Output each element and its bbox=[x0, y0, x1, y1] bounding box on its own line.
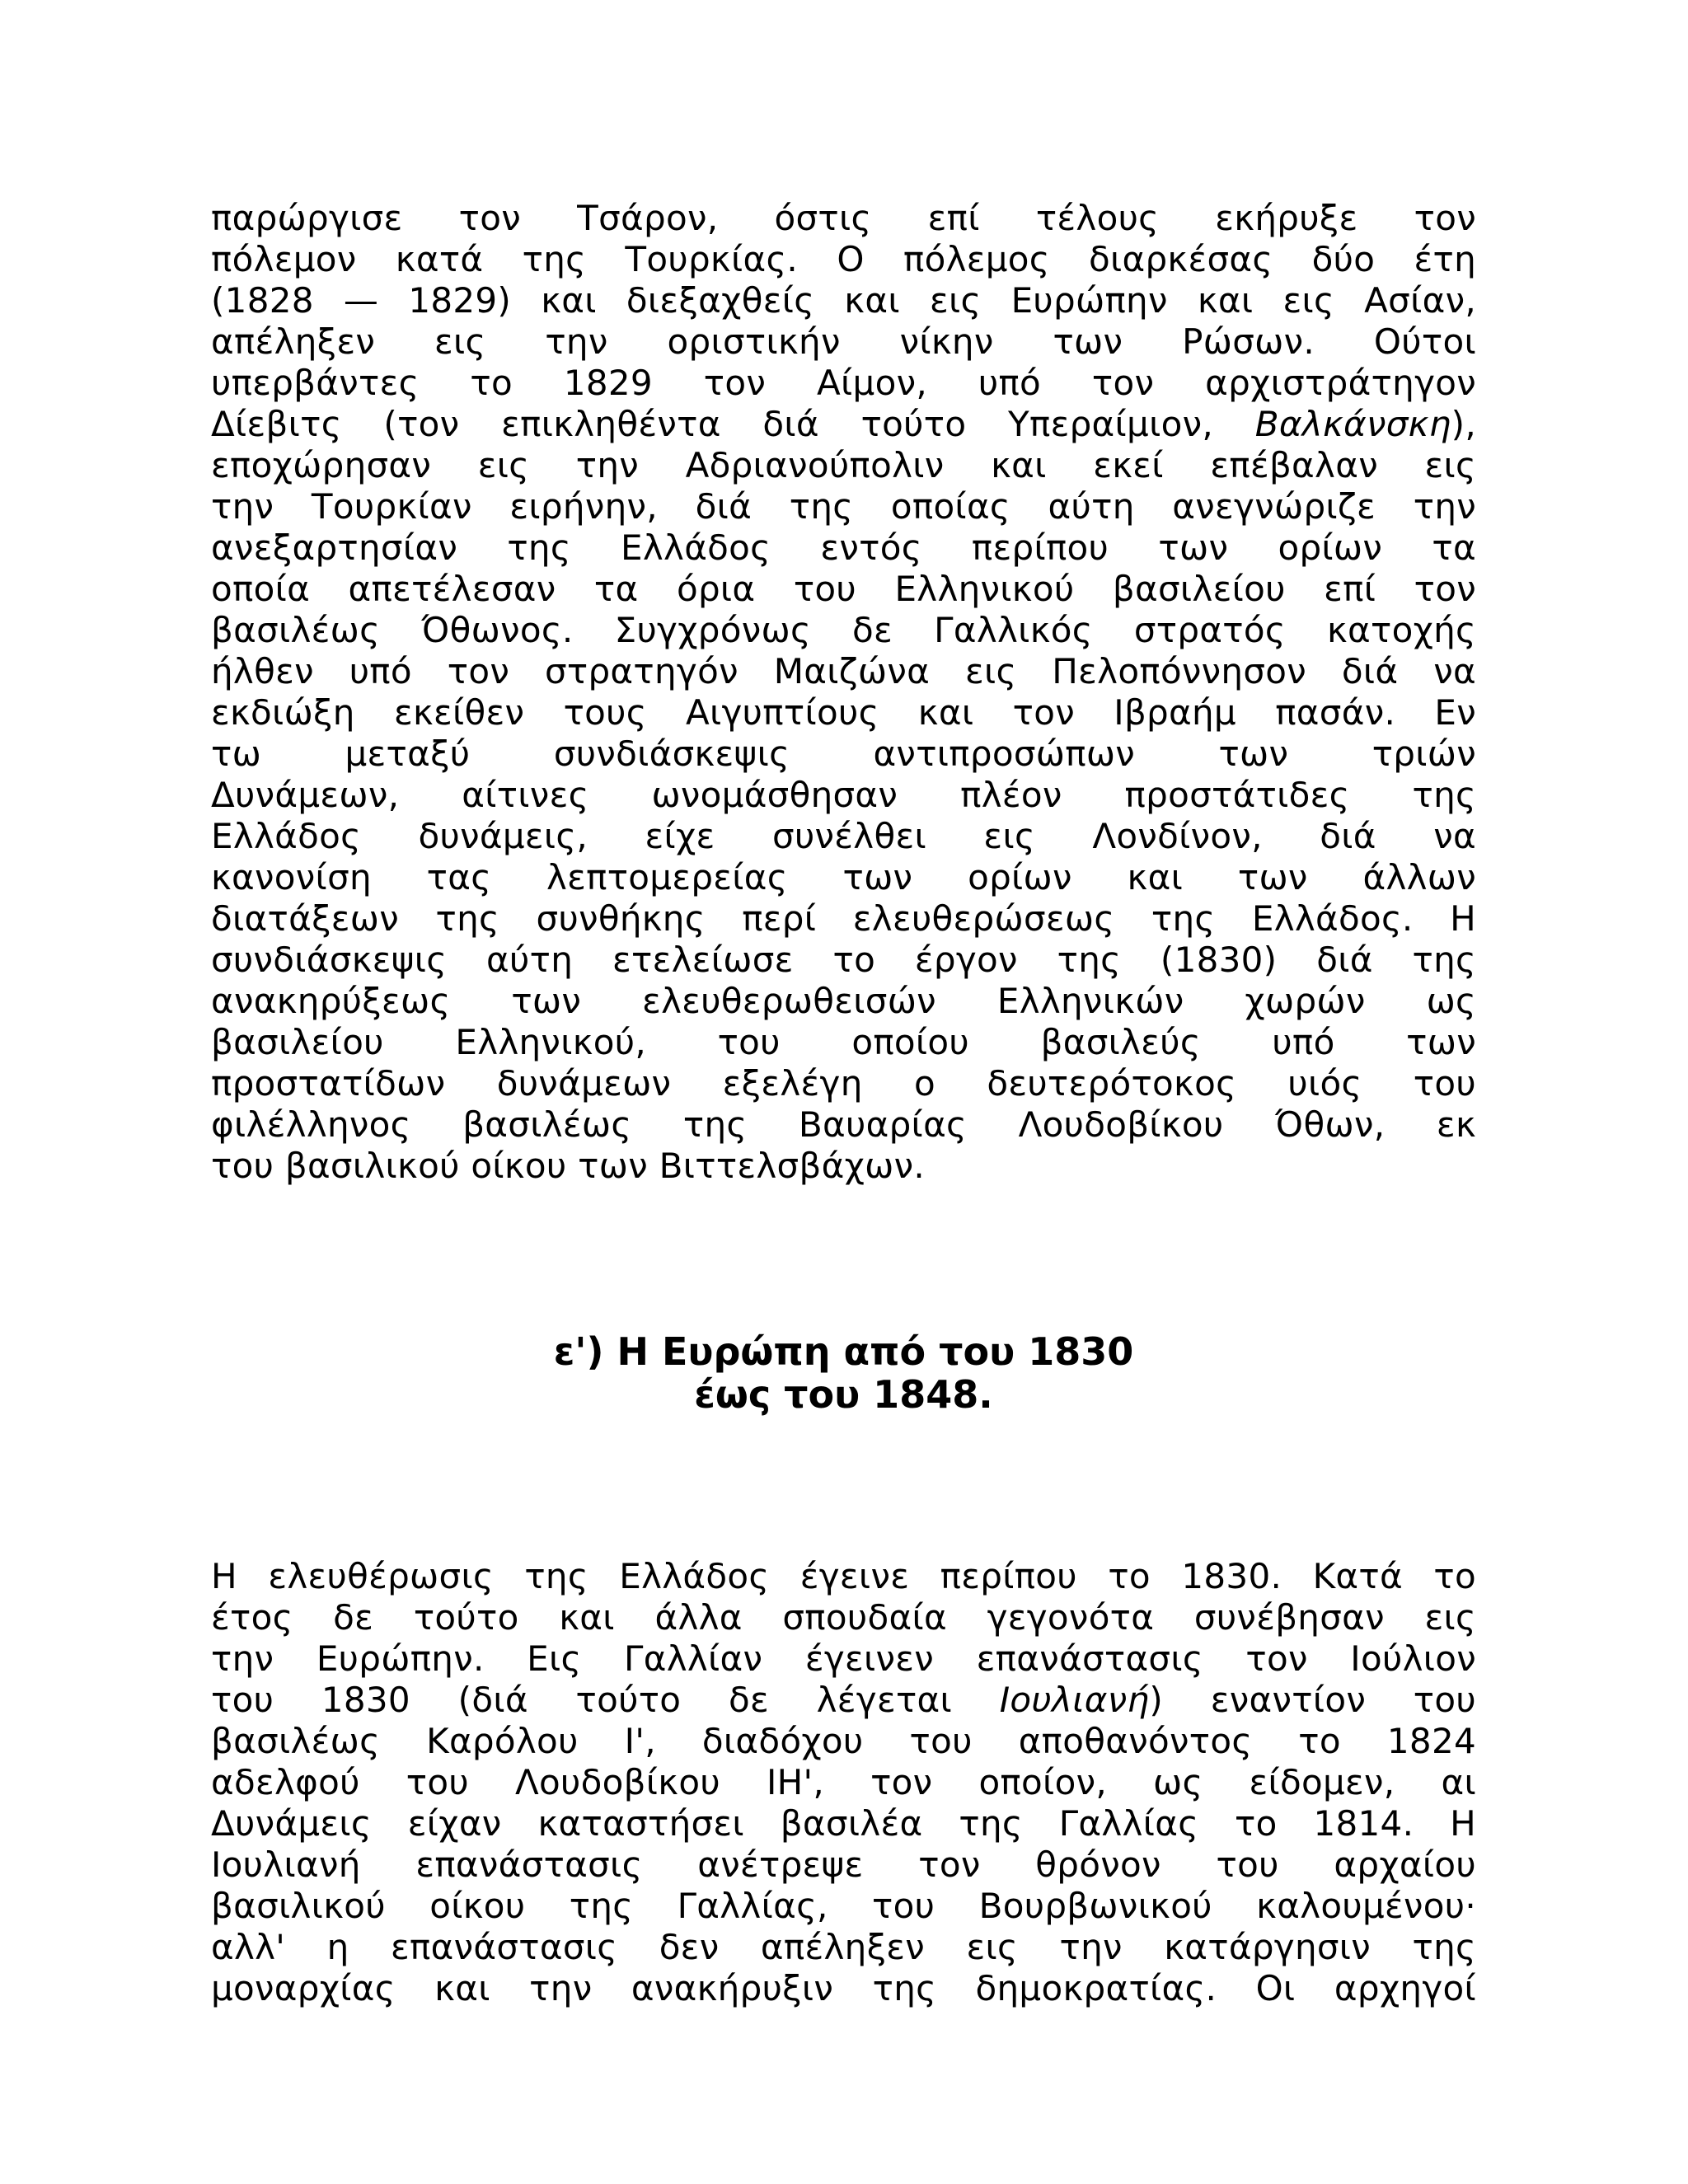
text-line: Δυνάμεις είχαν καταστήσει βασιλέα της Γαλλίας το 1814. Η bbox=[211, 1803, 1476, 1844]
text-line: Ελλάδος δυνάμεις, είχε συνέλθει εις Λονδίνον, διά να bbox=[211, 816, 1476, 856]
text-line: βασιλικού οίκου της Γαλλίας, του Βουρβωνικού καλουμένου· bbox=[211, 1886, 1476, 1926]
text-line: έτος δε τούτο και άλλα σπουδαία γεγονότα συνέβησαν εις bbox=[211, 1597, 1476, 1638]
section-heading-line-1: ε') Η Ευρώπη από του 1830 bbox=[553, 1329, 1134, 1374]
text-line: φιλέλληνος βασιλέως της Βαυαρίας Λουδοβίκου Όθων, εκ bbox=[211, 1104, 1476, 1145]
text-line: εκδιώξη εκείθεν τους Αιγυπτίους και τον Ιβραήμ πασάν. Εν bbox=[211, 692, 1476, 733]
text-line: προστατίδων δυνάμεων εξελέγη ο δευτερότοκος υιός του bbox=[211, 1063, 1476, 1104]
document-page bbox=[211, 198, 1476, 2009]
text-segment: ), bbox=[1451, 404, 1476, 444]
text-line: εποχώρησαν εις την Αδριανούπολιν και εκεί επέβαλαν εις bbox=[211, 445, 1476, 485]
paragraph-1 bbox=[211, 198, 1476, 1187]
text-line: την Τουρκίαν ειρήνην, διά της οποίας αύτη ανεγνώριζε την bbox=[211, 486, 1476, 527]
text-line: ανακηρύξεως των ελευθερωθεισών Ελληνικών χωρών ως bbox=[211, 981, 1476, 1021]
paragraph-2 bbox=[211, 1556, 1476, 2009]
text-line: Η ελευθέρωσις της Ελλάδος έγεινε περίπου το 1830. Κατά το bbox=[211, 1556, 1476, 1596]
text-line: Δυνάμεων, αίτινες ωνομάσθησαν πλέον προστάτιδες της bbox=[211, 775, 1476, 815]
text-line: βασιλέως Καρόλου Ι', διαδόχου του αποθανόντος το 1824 bbox=[211, 1721, 1476, 1761]
italic-term: Βαλκάνσκη bbox=[1254, 404, 1451, 444]
text-line: ανεξαρτησίαν της Ελλάδος εντός περίπου των ορίων τα bbox=[211, 527, 1476, 568]
text-line: Ιουλιανή επανάστασις ανέτρεψε τον θρόνον του αρχαίου bbox=[211, 1844, 1476, 1885]
text-line: πόλεμον κατά της Τουρκίας. Ο πόλεμος διαρκέσας δύο έτη bbox=[211, 239, 1476, 279]
text-line: μοναρχίας και την ανακήρυξιν της δημοκρατίας. Οι αρχηγοί bbox=[211, 1968, 1476, 2008]
text-line: βασιλείου Ελληνικού, του οποίου βασιλεύς υπό των bbox=[211, 1022, 1476, 1062]
text-line: αλλ' η επανάστασις δεν απέληξεν εις την κατάργησιν της bbox=[211, 1927, 1476, 1967]
text-line: υπερβάντες το 1829 τον Αίμον, υπό τον αρχιστράτηγον bbox=[211, 363, 1476, 403]
text-line-with-italic bbox=[211, 404, 1476, 445]
section-heading-line-2: έως του 1848. bbox=[694, 1372, 993, 1417]
text-line: βασιλέως Όθωνος. Συγχρόνως δε Γαλλικός στρατός κατοχής bbox=[211, 610, 1476, 650]
text-line: διατάξεων της συνθήκης περί ελευθερώσεως της Ελλάδος. Η bbox=[211, 898, 1476, 939]
text-line: συνδιάσκεψις αύτη ετελείωσε το έργον της (1830) διά της bbox=[211, 940, 1476, 980]
section-heading bbox=[211, 1330, 1476, 1416]
text-line: (1828 — 1829) και διεξαχθείς και εις Ευρώπην και εις Ασίαν, bbox=[211, 280, 1476, 321]
text-segment: ) εναντίον του bbox=[1149, 1680, 1476, 1720]
text-line: κανονίση τας λεπτομερείας των ορίων και των άλλων bbox=[211, 857, 1476, 898]
text-line-with-italic bbox=[211, 1680, 1476, 1721]
text-segment: Δίεβιτς (τον επικληθέντα διά τούτο Υπεραίμιον, bbox=[211, 404, 1255, 444]
text-line: απέληξεν εις την οριστικήν νίκην των Ρώσων. Ούτοι bbox=[211, 321, 1476, 362]
text-line: τω μεταξύ συνδιάσκεψις αντιπροσώπων των τριών bbox=[211, 733, 1476, 774]
text-line: οποία απετέλεσαν τα όρια του Ελληνικού βασιλείου επί τον bbox=[211, 569, 1476, 609]
text-line: παρώργισε τον Τσάρον, όστις επί τέλους εκήρυξε τον bbox=[211, 198, 1476, 238]
italic-term: Ιουλιανή bbox=[999, 1680, 1150, 1720]
text-segment: του 1830 (διά τούτο δε λέγεται bbox=[211, 1680, 1000, 1720]
text-line: την Ευρώπην. Εις Γαλλίαν έγεινεν επανάστασις τον Ιούλιον bbox=[211, 1638, 1476, 1679]
text-line: αδελφού του Λουδοβίκου ΙΗ', τον οποίον, ως είδομεν, αι bbox=[211, 1762, 1476, 1802]
text-line: του βασιλικού οίκου των Βιττελσβάχων. bbox=[211, 1146, 926, 1186]
text-line: ήλθεν υπό τον στρατηγόν Μαιζώνα εις Πελοπόννησον διά να bbox=[211, 651, 1476, 691]
